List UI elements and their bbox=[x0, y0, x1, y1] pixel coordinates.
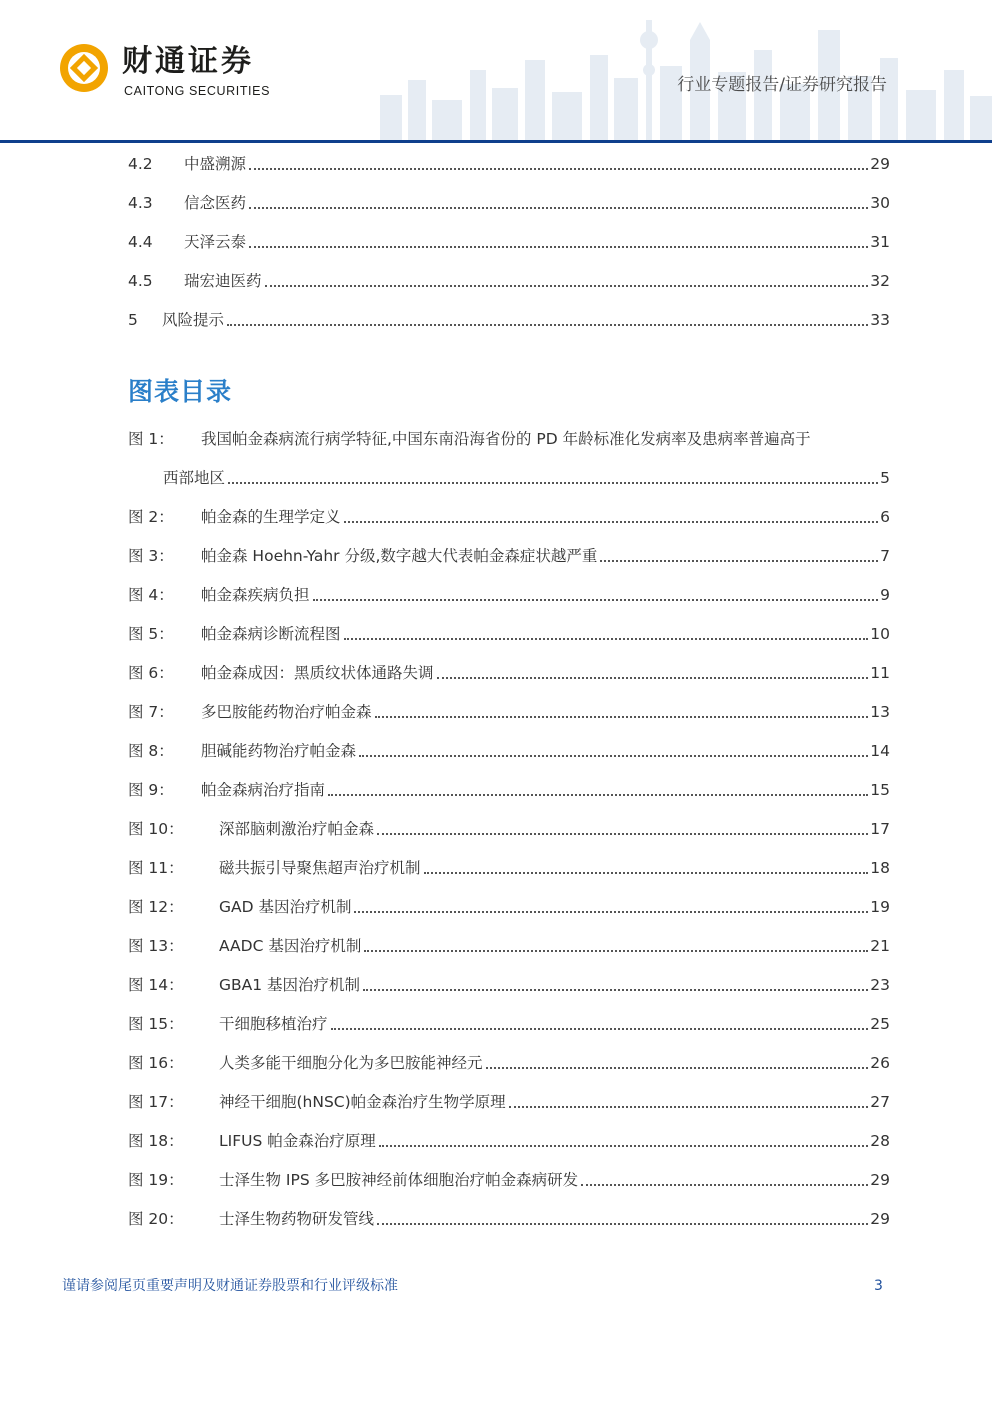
figure-page: 14 bbox=[870, 742, 890, 760]
toc-entry[interactable] bbox=[128, 269, 890, 293]
page-header bbox=[0, 0, 992, 145]
brand-name-en: CAITONG SECURITIES bbox=[124, 84, 271, 98]
figure-label: 图 10： bbox=[128, 820, 184, 838]
figure-entry[interactable] bbox=[128, 817, 890, 841]
toc-entry-page: 29 bbox=[870, 155, 890, 173]
figure-entry[interactable] bbox=[128, 1129, 890, 1153]
figure-page: 28 bbox=[870, 1132, 890, 1150]
toc-entry[interactable] bbox=[128, 308, 890, 332]
figure-entry[interactable] bbox=[128, 1012, 890, 1036]
figure-title: 深部脑刺激治疗帕金森 bbox=[219, 820, 375, 838]
dot-leader bbox=[377, 833, 868, 835]
dot-leader bbox=[331, 1028, 869, 1030]
figure-label: 图 15： bbox=[128, 1015, 184, 1033]
figure-title: 帕金森 Hoehn-Yahr 分级,数字越大代表帕金森症状越严重 bbox=[201, 547, 598, 565]
figure-label: 图 7： bbox=[128, 703, 174, 721]
toc-entry-number: 4.5 bbox=[128, 272, 153, 290]
figure-title: 帕金森病诊断流程图 bbox=[201, 625, 341, 643]
figure-title: 士泽生物 IPS 多巴胺神经前体细胞治疗帕金森病研发 bbox=[219, 1171, 579, 1189]
toc-entry[interactable] bbox=[128, 230, 890, 254]
dot-leader bbox=[363, 989, 868, 991]
disclaimer-note: 谨请参阅尾页重要声明及财通证券股票和行业评级标准 bbox=[62, 1278, 398, 1294]
figure-page: 15 bbox=[870, 781, 890, 799]
toc-entry[interactable] bbox=[128, 152, 890, 176]
figure-label: 图 3： bbox=[128, 547, 174, 565]
figure-title: 士泽生物药物研发管线 bbox=[219, 1210, 375, 1228]
figure-label: 图 11： bbox=[128, 859, 184, 877]
figure-label: 图 17： bbox=[128, 1093, 184, 1111]
figure-page: 27 bbox=[870, 1093, 890, 1111]
city-skyline-watermark bbox=[360, 0, 992, 140]
figure-title: 帕金森疾病负担 bbox=[201, 586, 310, 604]
dot-leader bbox=[437, 677, 869, 679]
figure-label: 图 14： bbox=[128, 976, 184, 994]
figure-label: 图 2： bbox=[128, 508, 174, 526]
figure-page: 13 bbox=[870, 703, 890, 721]
dot-leader bbox=[265, 285, 869, 287]
figure-title: 帕金森病治疗指南 bbox=[201, 781, 326, 799]
figure-title: GBA1 基因治疗机制 bbox=[219, 976, 361, 994]
dot-leader bbox=[228, 482, 878, 484]
figure-entry[interactable] bbox=[128, 934, 890, 958]
figure-page: 29 bbox=[870, 1171, 890, 1189]
figure-page: 7 bbox=[880, 547, 890, 565]
figure-entry[interactable] bbox=[128, 544, 890, 568]
toc-entry-title: 天泽云泰 bbox=[184, 233, 247, 251]
figure-title-continued: 西部地区 bbox=[163, 469, 226, 487]
dot-leader bbox=[509, 1106, 869, 1108]
figure-page: 11 bbox=[870, 664, 890, 682]
dot-leader bbox=[364, 950, 868, 952]
figure-entry[interactable] bbox=[128, 778, 890, 802]
toc-entry-page: 30 bbox=[870, 194, 890, 212]
figure-title: 胆碱能药物治疗帕金森 bbox=[201, 742, 357, 760]
toc-entry-title: 中盛溯源 bbox=[184, 155, 247, 173]
figure-label: 图 16： bbox=[128, 1054, 184, 1072]
figure-title: 人类多能干细胞分化为多巴胺能神经元 bbox=[219, 1054, 483, 1072]
dot-leader bbox=[227, 324, 868, 326]
figure-entry[interactable] bbox=[128, 622, 890, 646]
figure-entry[interactable] bbox=[128, 895, 890, 919]
figure-page: 17 bbox=[870, 820, 890, 838]
figure-page: 10 bbox=[870, 625, 890, 643]
figure-title: 我国帕金森病流行病学特征,中国东南沿海省份的 PD 年龄标准化发病率及患病率普遍高于 bbox=[201, 430, 811, 448]
figure-label: 图 1： bbox=[128, 430, 174, 448]
figure-entry[interactable] bbox=[128, 661, 890, 685]
dot-leader bbox=[377, 1223, 868, 1225]
figure-label: 图 18： bbox=[128, 1132, 184, 1150]
figures-list-heading: 图表目录 bbox=[128, 377, 233, 406]
figure-page: 9 bbox=[880, 586, 890, 604]
dot-leader bbox=[354, 911, 868, 913]
dot-leader bbox=[581, 1184, 868, 1186]
figure-entry[interactable] bbox=[128, 1090, 890, 1114]
figure-entry-continued[interactable] bbox=[163, 466, 890, 490]
figure-title: 干细胞移植治疗 bbox=[219, 1015, 328, 1033]
figure-title: 帕金森的生理学定义 bbox=[201, 508, 341, 526]
dot-leader bbox=[344, 521, 879, 523]
header-divider bbox=[0, 140, 992, 143]
figure-entry[interactable] bbox=[128, 1168, 890, 1192]
figure-label: 图 9： bbox=[128, 781, 174, 799]
toc-entry-title: 信念医药 bbox=[184, 194, 247, 212]
figure-page: 26 bbox=[870, 1054, 890, 1072]
figure-label: 图 4： bbox=[128, 586, 174, 604]
figure-page: 25 bbox=[870, 1015, 890, 1033]
page-number: 3 bbox=[874, 1278, 883, 1294]
dot-leader bbox=[375, 716, 869, 718]
figure-entry[interactable] bbox=[128, 583, 890, 607]
caitong-logo-icon bbox=[58, 42, 110, 94]
toc-entry[interactable] bbox=[128, 191, 890, 215]
figure-page: 21 bbox=[870, 937, 890, 955]
figure-label: 图 5： bbox=[128, 625, 174, 643]
figure-label: 图 13： bbox=[128, 937, 184, 955]
figure-entry[interactable] bbox=[128, 973, 890, 997]
figure-page: 29 bbox=[870, 1210, 890, 1228]
figure-entry[interactable] bbox=[128, 1207, 890, 1231]
toc-entry-page: 31 bbox=[870, 233, 890, 251]
dot-leader bbox=[379, 1145, 869, 1147]
dot-leader bbox=[344, 638, 869, 640]
dot-leader bbox=[328, 794, 868, 796]
brand-name-cn: 财通证券 bbox=[122, 44, 254, 79]
dot-leader bbox=[313, 599, 879, 601]
toc-entry-number: 5 bbox=[128, 311, 138, 329]
toc-entry-page: 32 bbox=[870, 272, 890, 290]
dot-leader bbox=[359, 755, 868, 757]
figure-page: 18 bbox=[870, 859, 890, 877]
figure-entry[interactable] bbox=[128, 1051, 890, 1075]
figure-label: 图 20： bbox=[128, 1210, 184, 1228]
report-type-label: 行业专题报告/证券研究报告 bbox=[677, 75, 887, 95]
dot-leader bbox=[486, 1067, 869, 1069]
figure-entry[interactable] bbox=[128, 739, 890, 763]
dot-leader bbox=[249, 207, 868, 209]
figure-label: 图 8： bbox=[128, 742, 174, 760]
figure-title: AADC 基因治疗机制 bbox=[219, 937, 362, 955]
figure-title: 帕金森成因：黑质纹状体通路失调 bbox=[201, 664, 434, 682]
toc-entry-page: 33 bbox=[870, 311, 890, 329]
figure-page: 6 bbox=[880, 508, 890, 526]
figure-title: GAD 基因治疗机制 bbox=[219, 898, 352, 916]
figure-entry[interactable] bbox=[128, 505, 890, 529]
figure-page: 23 bbox=[870, 976, 890, 994]
dot-leader bbox=[424, 872, 869, 874]
toc-entry-title: 瑞宏迪医药 bbox=[184, 272, 262, 290]
figure-title: 多巴胺能药物治疗帕金森 bbox=[201, 703, 372, 721]
figure-title: 神经干细胞(hNSC)帕金森治疗生物学原理 bbox=[219, 1093, 506, 1111]
figure-label: 图 19： bbox=[128, 1171, 184, 1189]
figure-label: 图 6： bbox=[128, 664, 174, 682]
figure-page: 5 bbox=[880, 469, 890, 487]
figure-entry[interactable] bbox=[128, 700, 890, 724]
figure-page: 19 bbox=[870, 898, 890, 916]
figure-entry[interactable] bbox=[128, 427, 890, 451]
toc-entry-number: 4.2 bbox=[128, 155, 153, 173]
figure-entry[interactable] bbox=[128, 856, 890, 880]
figure-title: 磁共振引导聚焦超声治疗机制 bbox=[219, 859, 421, 877]
toc-entry-title: 风险提示 bbox=[162, 311, 225, 329]
toc-entry-number: 4.4 bbox=[128, 233, 153, 251]
figure-title: LIFUS 帕金森治疗原理 bbox=[219, 1132, 376, 1150]
toc-entry-number: 4.3 bbox=[128, 194, 153, 212]
dot-leader bbox=[249, 246, 868, 248]
figure-label: 图 12： bbox=[128, 898, 184, 916]
dot-leader bbox=[249, 168, 868, 170]
dot-leader bbox=[600, 560, 878, 562]
